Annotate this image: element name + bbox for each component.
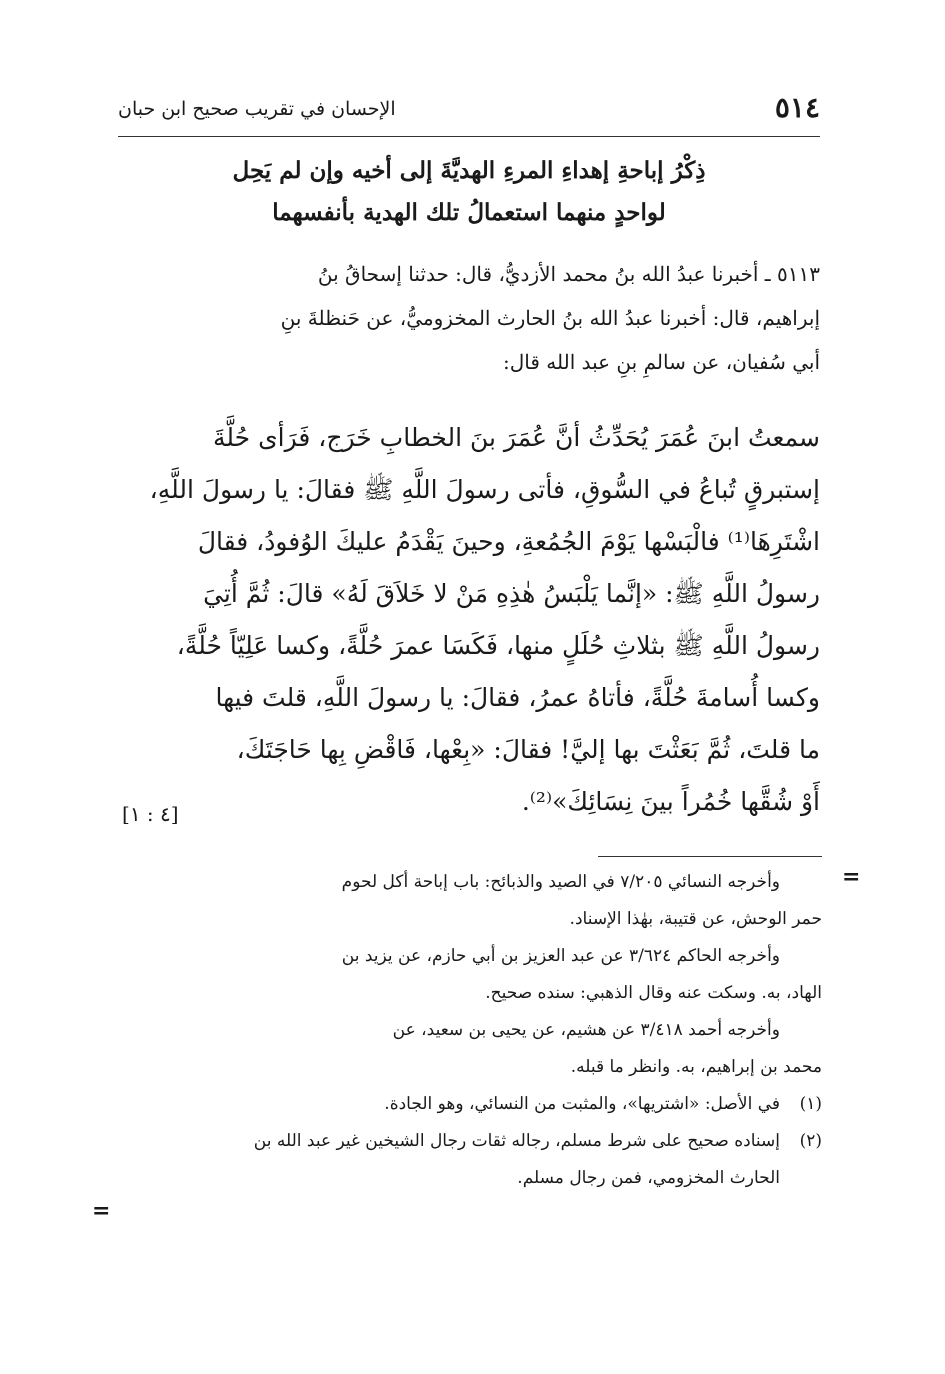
- footnote-number: (١): [799, 1094, 822, 1114]
- continuation-mark: =: [842, 864, 861, 890]
- footnotes: [128, 864, 822, 1197]
- matn-line: رسولُ اللَّهِ ﷺ: «إنَّما يَلْبَسُ هٰذِهِ مَنْ لا خَلاَقَ لَهُ» قالَ: ثُمَّ أُتِيَ: [203, 579, 820, 608]
- takhrij-line: وأخرجه النسائي ٧/٢٠٥ في الصيد والذبائح: باب إباحة أكل لحوم: [341, 872, 780, 892]
- footnote-2: [128, 1123, 822, 1160]
- takhrij-line: وأخرجه أحمد ٣/٤١٨ عن هشيم، عن يحيى بن سعيد، عن: [392, 1020, 780, 1040]
- hadith-isnad: [118, 252, 820, 384]
- takhrij-line: وأخرجه الحاكم ٣/٦٢٤ عن عبد العزيز بن أبي حازم، عن يزيد بن: [341, 946, 780, 966]
- page-number: ٥١٤: [774, 91, 820, 124]
- chapter-heading: [118, 150, 820, 234]
- matn-line: وكسا أُسامةَ حُلَّةً، فأتاهُ عمرُ، فقالَ: يا رسولَ اللَّهِ، قلتَ فيها: [215, 683, 820, 712]
- footnote-text: إسناده صحيح على شرط مسلم، رجاله ثقات رجال الشيخين غير عبد الله بن: [253, 1131, 780, 1151]
- takhrij-line: الهاد، به. وسكت عنه وقال الذهبي: سنده صحيح.: [485, 983, 822, 1003]
- matn-line: أَوْ شُقَّها خُمُراً بينَ نِسَائِكَ»⁽²⁾.: [521, 787, 820, 816]
- matn-line: اشْتَرِهَا⁽¹⁾ فالْبَسْها يَوْمَ الجُمُعةِ، وحينَ يَقْدَمُ عليكَ الوُفودُ، فقالَ: [197, 527, 820, 556]
- footnote-text: في الأصل: «اشتريها»، والمثبت من النسائي، وهو الجادة.: [384, 1094, 780, 1114]
- running-title: الإحسان في تقريب صحيح ابن حبان: [118, 98, 396, 120]
- matn-line: إستبرقٍ تُباعُ في السُّوقِ، فأتى رسولَ اللَّهِ ﷺ فقالَ: يا رسولَ اللَّهِ،: [149, 475, 820, 504]
- takhrij-line: محمد بن إبراهيم، به. وانظر ما قبله.: [570, 1057, 822, 1077]
- matn-line: ما قلتَ، ثُمَّ بَعَثْتَ بها إليَّ! فقالَ: «بِعْها، فَاقْضِ بِها حَاجَتَكَ،: [236, 735, 820, 764]
- footnote-text: الحارث المخزومي، فمن رجال مسلم.: [517, 1168, 780, 1188]
- hadith-matn: [118, 412, 820, 828]
- header-rule: [118, 136, 820, 137]
- end-mark: =: [92, 1198, 111, 1224]
- isnad-line: إبراهيم، قال: أخبرنا عبدُ الله بنُ الحارث المخزوميُّ، عن حَنظلةَ بنِ: [280, 306, 820, 330]
- footnote-1: [128, 1086, 822, 1123]
- chapter-heading-line: ذِكْرُ إباحةِ إهداءِ المرءِ الهديَّةَ إلى أخيه وإن لم يَحِل: [232, 157, 706, 184]
- page-header: [118, 88, 820, 132]
- takhrij-line: حمر الوحش، عن قتيبة، بهٰذا الإسناد.: [569, 909, 822, 929]
- matn-line: رسولُ اللَّهِ ﷺ بثلاثِ حُلَلٍ منها، فَكَسَا عمرَ حُلَّةً، وكسا عَلِيّاً حُلَّةً،: [176, 631, 820, 660]
- footnote-rule: [598, 856, 822, 857]
- isnad-line: ٥١١٣ ـ أخبرنا عبدُ الله بنُ محمد الأزديُّ، قال: حدثنا إسحاقُ بنُ: [317, 262, 820, 286]
- hadith-reference: [٤ : ١]: [122, 802, 179, 826]
- matn-line: سمعتُ ابنَ عُمَرَ يُحَدِّثُ أنَّ عُمَرَ بنَ الخطابِ خَرَج، فَرَأى حُلَّةَ: [213, 423, 820, 452]
- chapter-heading-line: لواحدٍ منهما استعمالُ تلك الهدية بأنفسهما: [272, 199, 666, 226]
- footnote-number: (٢): [799, 1131, 822, 1151]
- isnad-line: أبي سُفيان، عن سالمِ بنِ عبد الله قال:: [502, 350, 820, 374]
